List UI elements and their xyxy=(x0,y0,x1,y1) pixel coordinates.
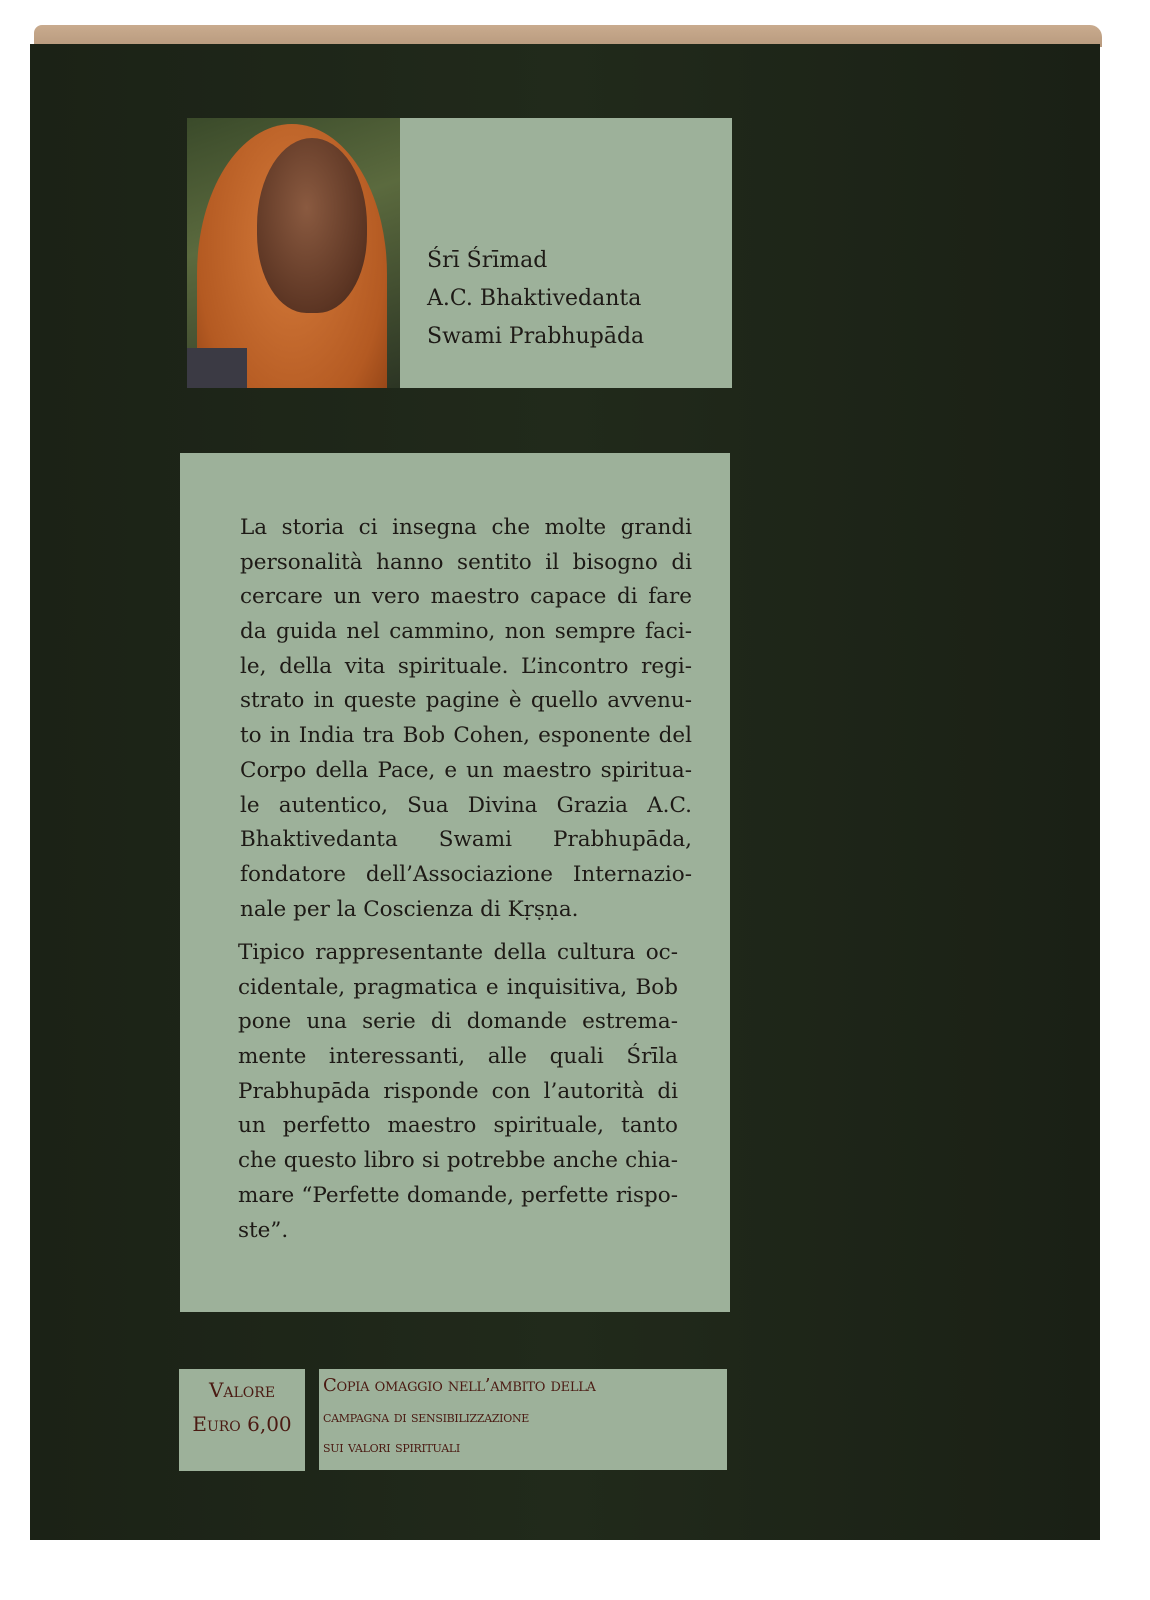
description-paragraph-1 xyxy=(240,511,692,927)
description-line: fondatore dell’Associazione Internazio- xyxy=(240,861,692,887)
description-line: cidentale, pragmatica e inquisitiva, Bob xyxy=(238,974,678,1000)
note-line: Copia omaggio nell’ambito della xyxy=(323,1375,596,1396)
description-line: Tipico rappresentante della cultura oc- xyxy=(238,940,678,965)
description-line: to in India tra Bob Cohen, esponente del xyxy=(240,723,692,749)
description-line: strato in queste pagine è quello avvenu- xyxy=(240,688,692,714)
description-line: nale per la Coscienza di Kṛṣṇa. xyxy=(240,896,579,922)
description-line: Bhaktivedanta Swami Prabhupāda, xyxy=(240,827,692,853)
photo-face xyxy=(257,138,367,313)
description-line: cercare un vero maestro capace di fare xyxy=(240,584,692,610)
description-panel xyxy=(180,453,730,1312)
price-box xyxy=(179,1369,305,1471)
description-line: Prabhupāda risponde con l’autorità di xyxy=(238,1078,678,1104)
description-line: che questo libro si potrebbe anche chia- xyxy=(238,1148,678,1174)
description-line: La storia ci insegna che molte grandi xyxy=(240,515,692,540)
description-line: un perfetto maestro spirituale, tanto xyxy=(238,1113,678,1139)
price-label: Valore xyxy=(208,1378,276,1402)
photo-shirt xyxy=(187,348,247,388)
price-value: Euro 6,00 xyxy=(192,1412,292,1436)
description-line: mente interessanti, alle quali Śrīla xyxy=(238,1044,678,1070)
description-line: ste”. xyxy=(238,1217,289,1243)
author-name-line: Śrī Śrīmad xyxy=(427,248,548,273)
description-paragraph-2 xyxy=(238,936,678,1248)
author-name-line: Swami Prabhupāda xyxy=(427,324,645,349)
description-line: Corpo della Pace, e un maestro spiritua- xyxy=(240,757,692,783)
author-name-line: A.C. Bhaktivedanta xyxy=(427,286,642,311)
description-line: mare “Perfette domande, perfette rispo- xyxy=(238,1182,678,1208)
description-line: le, della vita spirituale. L’incontro regi- xyxy=(240,653,692,679)
note-line: sui valori spirituali xyxy=(323,1437,460,1456)
author-name-panel xyxy=(400,118,732,388)
note-line: campagna di sensibilizzazione xyxy=(323,1407,529,1426)
description-line: da guida nel cammino, non sempre faci- xyxy=(240,619,692,645)
author-photo xyxy=(187,118,400,388)
complimentary-note-box xyxy=(319,1369,727,1470)
description-line: le autentico, Sua Divina Grazia A.C. xyxy=(240,792,692,818)
description-line: personalità hanno sentito il bisogno di xyxy=(240,549,692,575)
description-line: pone una serie di domande estrema- xyxy=(238,1009,678,1035)
